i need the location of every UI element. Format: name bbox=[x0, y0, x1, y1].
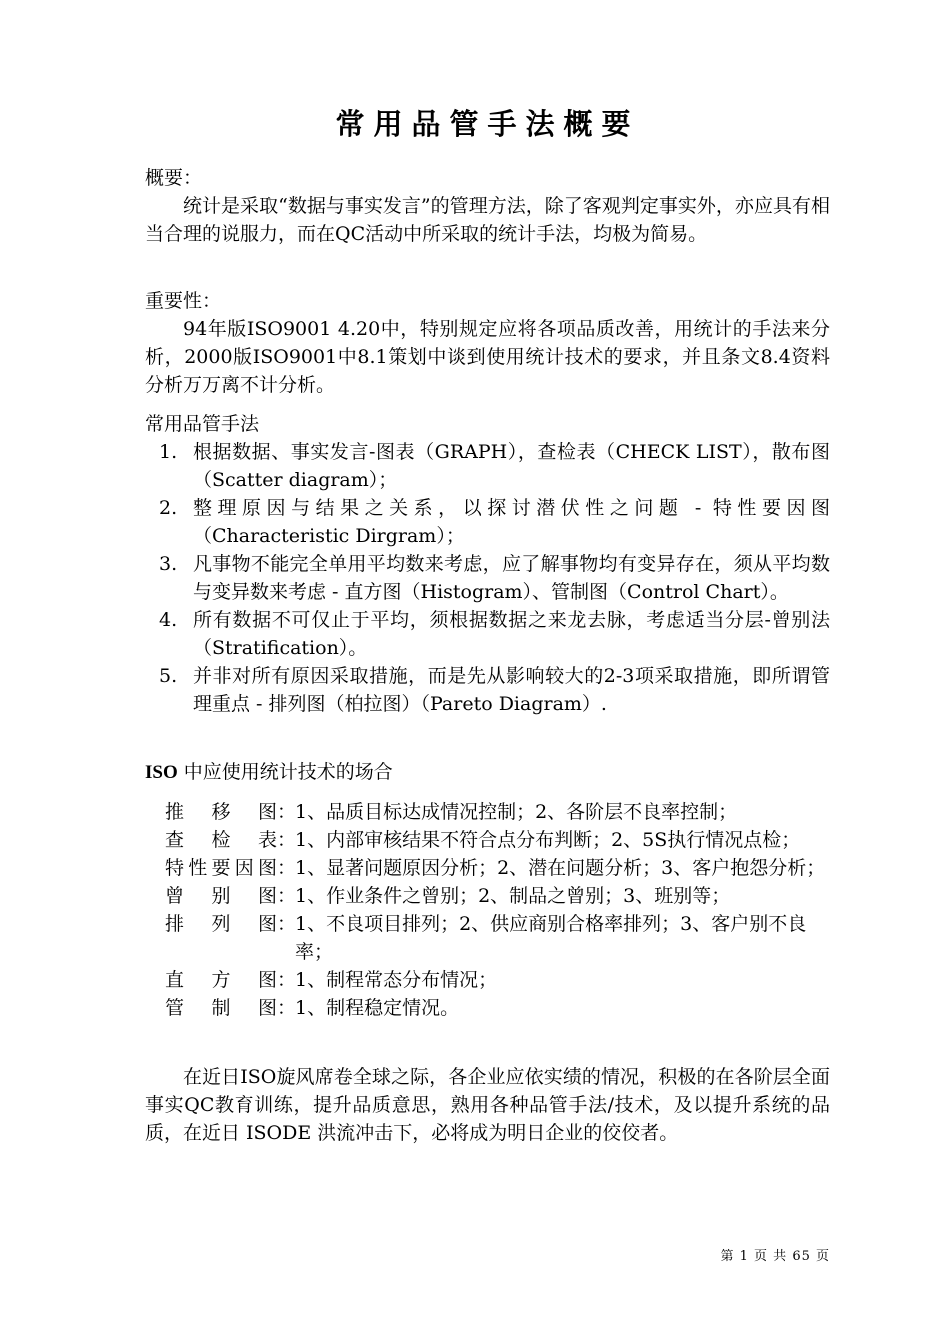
usage-label-char: 制 bbox=[211, 997, 231, 1019]
usage-label-char: 列 bbox=[211, 913, 231, 935]
list-item-number: 4. bbox=[159, 609, 178, 631]
usage-colon: ： bbox=[277, 885, 297, 907]
usage-label-char: 别 bbox=[211, 885, 231, 907]
list-item bbox=[145, 550, 830, 606]
list-item-number: 5. bbox=[159, 665, 178, 687]
list-item-number: 2. bbox=[159, 497, 178, 519]
iso-usage-section bbox=[145, 758, 830, 787]
usage-label bbox=[165, 798, 277, 826]
usage-row bbox=[145, 966, 830, 994]
iso-usage-list-wrap bbox=[145, 798, 830, 1022]
usage-label-char: 特 bbox=[165, 857, 185, 879]
usage-row bbox=[145, 882, 830, 910]
importance-heading: 重要性： bbox=[145, 290, 222, 312]
usage-row bbox=[145, 854, 830, 882]
iso-usage-heading-bold: ISO bbox=[145, 762, 178, 783]
usage-text: 1、内部审核结果不符合点分布判断；2、5S执行情况点检； bbox=[295, 829, 801, 851]
usage-label-char: 方 bbox=[211, 969, 231, 991]
usage-label-char: 图 bbox=[257, 913, 277, 935]
importance-paragraph: 94年版ISO9001 4.20中，特别规定应将各项品质改善，用统计的手法来分析，2000版ISO9001中8.1策划中谈到使用统计技术的要求，并且条文8.4资料分析万万离不计分析。 bbox=[145, 318, 830, 396]
usage-colon: ： bbox=[277, 801, 297, 823]
methods-list bbox=[145, 438, 830, 718]
usage-label-char: 直 bbox=[165, 969, 185, 991]
methods-heading: 常用品管手法 bbox=[145, 413, 260, 435]
usage-label-char: 曾 bbox=[165, 885, 185, 907]
list-item-text: 所有数据不可仅止于平均，须根据数据之来龙去脉，考虑适当分层-曾别法（Stratification）。 bbox=[193, 609, 830, 659]
page-footer: 第 1 页 共 65 页 bbox=[720, 1249, 830, 1264]
usage-label-char: 表 bbox=[257, 829, 277, 851]
usage-text: 1、制程常态分布情况； bbox=[295, 969, 498, 991]
methods-section bbox=[145, 410, 830, 718]
usage-text: 1、作业条件之曾别；2、制品之曾别；3、班别等； bbox=[295, 885, 731, 907]
usage-colon: ： bbox=[277, 913, 297, 935]
usage-colon: ： bbox=[277, 969, 297, 991]
list-item bbox=[145, 606, 830, 662]
usage-label bbox=[165, 854, 277, 882]
usage-label-char: 图 bbox=[257, 801, 277, 823]
overview-paragraph: 统计是采取“数据与事实发言”的管理方法，除了客观判定事实外，亦应具有相当合理的说服力，而在QC活动中所采取的统计手法，均极为简易。 bbox=[145, 195, 830, 245]
usage-text: 1、不良项目排列；2、供应商别合格率排列；3、客户别不良率； bbox=[295, 913, 807, 963]
usage-label-char: 因 bbox=[234, 857, 254, 879]
overview-section bbox=[145, 164, 830, 248]
list-item-text: 凡事物不能完全单用平均数来考虑，应了解事物均有变异存在，须从平均数与变异数来考虑 - 直方图（Histogram）、管制图（Control Chart）。 bbox=[193, 553, 830, 603]
usage-row bbox=[145, 826, 830, 854]
usage-colon: ： bbox=[277, 997, 297, 1019]
usage-label-char: 图 bbox=[257, 969, 277, 991]
conclusion-paragraph: 在近日ISO旋风席卷全球之际，各企业应依实绩的情况，积极的在各阶层全面事实QC教育训练，提升品质意思，熟用各种品管手法/技术，及以提升系统的品质，在近日 ISODE 洪流冲击下，必将成为明日企业的佼佼者。 bbox=[145, 1066, 830, 1144]
usage-label-char: 要 bbox=[211, 857, 231, 879]
list-item-text: 根据数据、事实发言-图表（GRAPH），查检表（CHECK LIST），散布图（Scatter diagram）； bbox=[193, 441, 830, 491]
usage-label-char: 移 bbox=[211, 801, 231, 823]
document-title: 常用品管手法概要 bbox=[335, 107, 640, 141]
usage-text: 1、制程稳定情况。 bbox=[295, 997, 460, 1019]
usage-label-char: 推 bbox=[165, 801, 185, 823]
overview-heading: 概要： bbox=[145, 167, 203, 189]
usage-label bbox=[165, 826, 277, 854]
list-item-number: 1. bbox=[159, 441, 178, 463]
usage-text: 1、品质目标达成情况控制；2、各阶层不良率控制； bbox=[295, 801, 738, 823]
conclusion-section bbox=[145, 1063, 830, 1147]
usage-label bbox=[165, 966, 277, 994]
usage-colon: ： bbox=[277, 857, 297, 879]
usage-label-char: 图 bbox=[257, 885, 277, 907]
iso-usage-list bbox=[145, 798, 830, 1022]
usage-label-char: 排 bbox=[165, 913, 185, 935]
usage-row bbox=[145, 910, 830, 966]
list-item-number: 3. bbox=[159, 553, 178, 575]
list-item bbox=[145, 494, 830, 550]
list-item bbox=[145, 438, 830, 494]
usage-label-char: 查 bbox=[165, 829, 185, 851]
usage-row bbox=[145, 798, 830, 826]
usage-label-char: 图 bbox=[257, 857, 277, 879]
iso-usage-heading bbox=[145, 758, 830, 787]
list-item-text: 并非对所有原因采取措施，而是先从影响较大的2-3项采取措施，即所谓管理重点 - 排列图（柏拉图）（Pareto Diagram）. bbox=[193, 665, 830, 715]
list-item bbox=[145, 662, 830, 718]
usage-label-char: 性 bbox=[188, 857, 208, 879]
usage-colon: ： bbox=[277, 829, 297, 851]
importance-section bbox=[145, 287, 830, 399]
usage-label-char: 图 bbox=[257, 997, 277, 1019]
list-item-text: 整理原因与结果之关系，以探讨潜伏性之问题 - 特性要因图（Characteristic Dirgram）； bbox=[193, 497, 830, 547]
usage-label bbox=[165, 882, 277, 910]
usage-label bbox=[165, 994, 277, 1022]
usage-label-char: 管 bbox=[165, 997, 185, 1019]
usage-label-char: 检 bbox=[211, 829, 231, 851]
usage-row bbox=[145, 994, 830, 1022]
usage-label bbox=[165, 910, 277, 938]
iso-usage-heading-rest: 中应使用统计技术的场合 bbox=[177, 761, 393, 783]
usage-text: 1、显著问题原因分析；2、潜在问题分析；3、客户抱怨分析； bbox=[295, 857, 826, 879]
